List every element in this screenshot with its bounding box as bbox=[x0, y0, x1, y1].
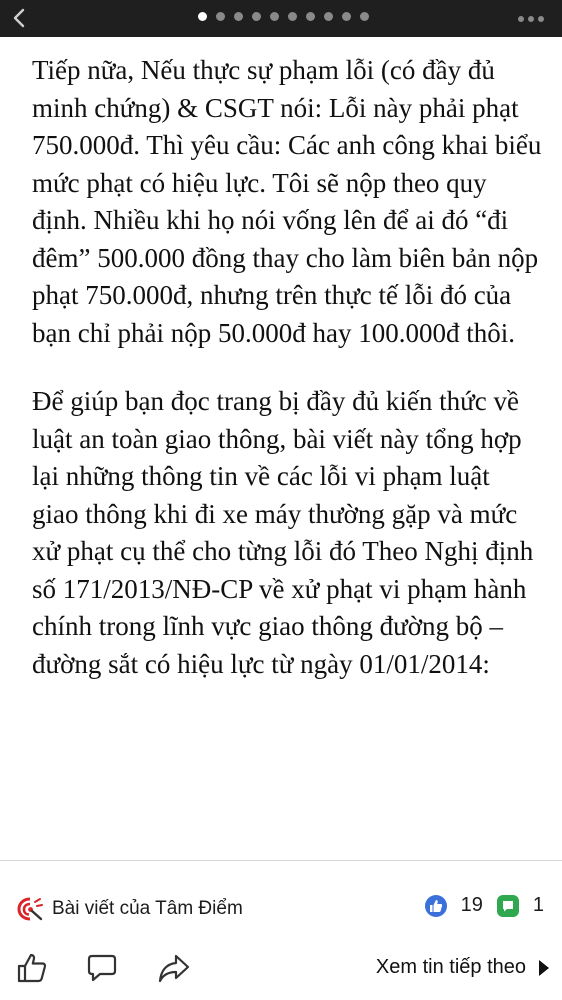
publisher-logo-icon bbox=[16, 896, 44, 922]
thumbs-up-icon bbox=[429, 899, 443, 913]
page-dot[interactable] bbox=[360, 12, 369, 21]
article-paragraph: Tiếp nữa, Nếu thực sự phạm lỗi (có đầy đủ minh chứng) & CSGT nói: Lỗi này phải phạt 750.000đ. Thì yêu cầu: Các anh công khai biểu mức phạt có hiệu lực. Tôi sẽ nộp theo quy định. Nhiều khi họ nói vống lên để ai đó “đi đêm” 500.000 đồng thay cho làm biên bản nộp phạt 750.000đ, nhưng trên thực tế lỗi đó của bạn chỉ phải nộp 50.000đ hay 100.000đ thôi. bbox=[32, 55, 542, 348]
thumbs-up-icon bbox=[16, 952, 48, 984]
page-dot[interactable] bbox=[198, 12, 207, 21]
like-button[interactable] bbox=[14, 950, 50, 986]
article-meta bbox=[0, 888, 562, 932]
like-count[interactable]: 19 bbox=[460, 894, 483, 916]
page-dot[interactable] bbox=[252, 12, 261, 21]
page-dot[interactable] bbox=[288, 12, 297, 21]
page-dot[interactable] bbox=[216, 12, 225, 21]
play-right-icon bbox=[538, 959, 550, 977]
comment-button[interactable] bbox=[84, 950, 120, 986]
comment-bubble-icon bbox=[501, 899, 515, 913]
page-dot[interactable] bbox=[270, 12, 279, 21]
more-horizontal-icon bbox=[518, 16, 524, 22]
next-article-label: Xem tin tiếp theo bbox=[375, 956, 526, 978]
action-bar bbox=[0, 944, 562, 994]
top-bar bbox=[0, 0, 562, 37]
page-dot[interactable] bbox=[234, 12, 243, 21]
like-count-icon bbox=[425, 895, 447, 917]
reactions bbox=[425, 894, 544, 917]
comment-count-icon bbox=[497, 895, 519, 917]
article-body bbox=[32, 52, 542, 714]
more-dot bbox=[528, 16, 534, 22]
more-dot bbox=[538, 16, 544, 22]
more-options-button[interactable] bbox=[514, 6, 548, 32]
article-paragraph: Để giúp bạn đọc trang bị đầy đủ kiến thức về luật an toàn giao thông, bài viết này tổng hợp lại những thông tin về các lỗi vi phạm luật giao thông khi đi xe máy thường gặp và mức xử phạt cụ thể cho từng lỗi đó Theo Nghị định số 171/2013/NĐ-CP về xử phạt vi phạm hành chính trong lĩnh vực giao thông đường bộ – đường sắt có hiệu lực từ ngày 01/01/2014: bbox=[32, 386, 534, 679]
page-dot[interactable] bbox=[324, 12, 333, 21]
next-article-link[interactable] bbox=[376, 956, 550, 979]
divider bbox=[0, 860, 562, 861]
source-link[interactable] bbox=[16, 896, 243, 922]
page-dot[interactable] bbox=[342, 12, 351, 21]
comment-icon bbox=[86, 952, 118, 984]
page-indicator bbox=[0, 12, 562, 24]
share-arrow-icon bbox=[158, 952, 190, 984]
comment-count[interactable]: 1 bbox=[532, 894, 544, 916]
page-dot[interactable] bbox=[306, 12, 315, 21]
share-button[interactable] bbox=[156, 950, 192, 986]
source-label: Bài viết của Tâm Điểm bbox=[52, 898, 243, 919]
